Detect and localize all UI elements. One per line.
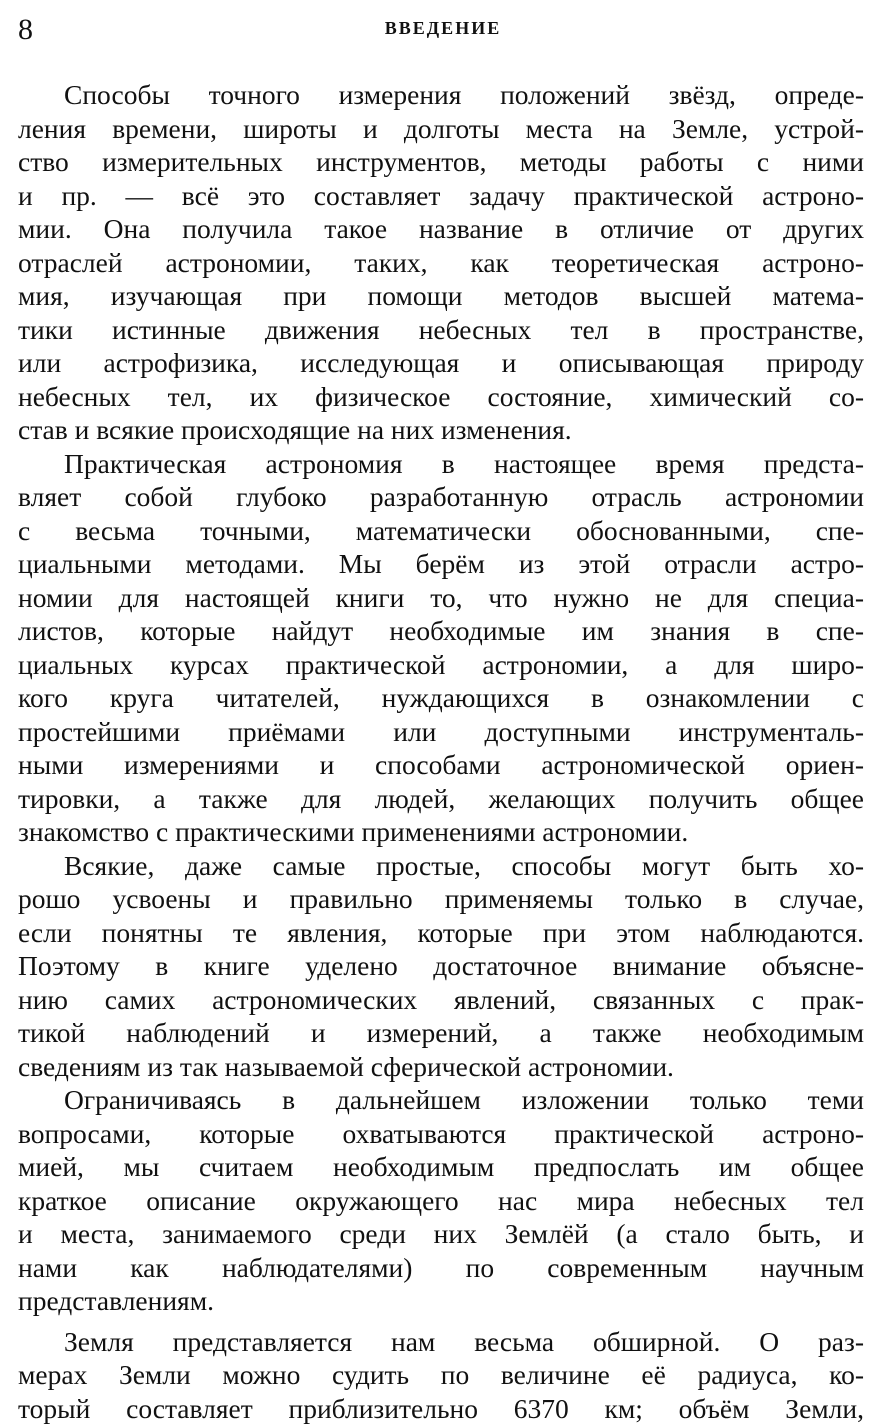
text-line: листов, которые найдут необходимые им знания в спе- (18, 614, 864, 648)
text-line: Земля представляется нам весьма обширной. О раз- (18, 1325, 864, 1359)
text-line: ство измерительных инструментов, методы работы с ними (18, 145, 864, 179)
text-line: Всякие, даже самые простые, способы могут быть хо- (18, 849, 864, 883)
text-line: ными измерениями и способами астрономической ориен- (18, 748, 864, 782)
text-line: краткое описание окружающего нас мира небесных тел (18, 1184, 864, 1218)
text-line: сведениям из так называемой сферической астрономии. (18, 1050, 864, 1084)
page-number: 8 (18, 12, 33, 48)
page-header (18, 12, 868, 52)
text-line: кого круга читателей, нуждающихся в ознакомлении с (18, 681, 864, 715)
text-line: мия, изучающая при помощи методов высшей матема- (18, 279, 864, 313)
text-line: мерах Земли можно судить по величине её радиуса, ко- (18, 1358, 864, 1392)
text-line: с весьма точными, математически обоснованными, спе- (18, 514, 864, 548)
text-line: Ограничиваясь в дальнейшем изложении только теми (18, 1083, 864, 1117)
text-line: Поэтому в книге уделено достаточное внимание объясне- (18, 949, 864, 983)
text-line: и пр. — всё это составляет задачу практической астроно- (18, 179, 864, 213)
text-line: представлениям. (18, 1284, 864, 1318)
text-line: тикой наблюдений и измерений, а также необходимым (18, 1016, 864, 1050)
body-text (18, 78, 864, 1425)
text-line: вляет собой глубоко разработанную отрасль астрономии (18, 480, 864, 514)
text-line: знакомство с практическими применениями астрономии. (18, 815, 864, 849)
text-line: и места, занимаемого среди них Землёй (а стало быть, и (18, 1217, 864, 1251)
text-line: Способы точного измерения положений звёзд, опреде- (18, 78, 864, 112)
text-line: торый составляет приблизительно 6370 км; объём Земли, (18, 1392, 864, 1425)
text-line: тики истинные движения небесных тел в пространстве, (18, 313, 864, 347)
text-line: вопросами, которые охватываются практической астроно- (18, 1117, 864, 1151)
text-line: тировки, а также для людей, желающих получить общее (18, 782, 864, 816)
text-line: простейшими приёмами или доступными инструменталь- (18, 715, 864, 749)
text-line: номии для настоящей книги то, что нужно не для специа- (18, 581, 864, 615)
text-line: мией, мы считаем необходимым предпослать им общее (18, 1150, 864, 1184)
text-line: циальными методами. Мы берём из этой отрасли астро- (18, 547, 864, 581)
text-line: отраслей астрономии, таких, как теоретическая астроно- (18, 246, 864, 280)
text-line: циальных курсах практической астрономии, а для широ- (18, 648, 864, 682)
text-line: нию самих астрономических явлений, связанных с прак- (18, 983, 864, 1017)
text-line: или астрофизика, исследующая и описывающая природу (18, 346, 864, 380)
text-line: став и всякие происходящие на них изменения. (18, 413, 864, 447)
running-head: ВВЕДЕНИЕ (18, 18, 868, 39)
text-line: рошо усвоены и правильно применяемы только в случае, (18, 882, 864, 916)
text-line: небесных тел, их физическое состояние, химический со- (18, 380, 864, 414)
text-line: мии. Она получила такое название в отличие от других (18, 212, 864, 246)
text-line: ления времени, широты и долготы места на Земле, устрой- (18, 112, 864, 146)
text-line: Практическая астрономия в настоящее время предста- (18, 447, 864, 481)
text-line: нами как наблюдателями) по современным научным (18, 1251, 864, 1285)
text-line: если понятны те явления, которые при этом наблюдаются. (18, 916, 864, 950)
